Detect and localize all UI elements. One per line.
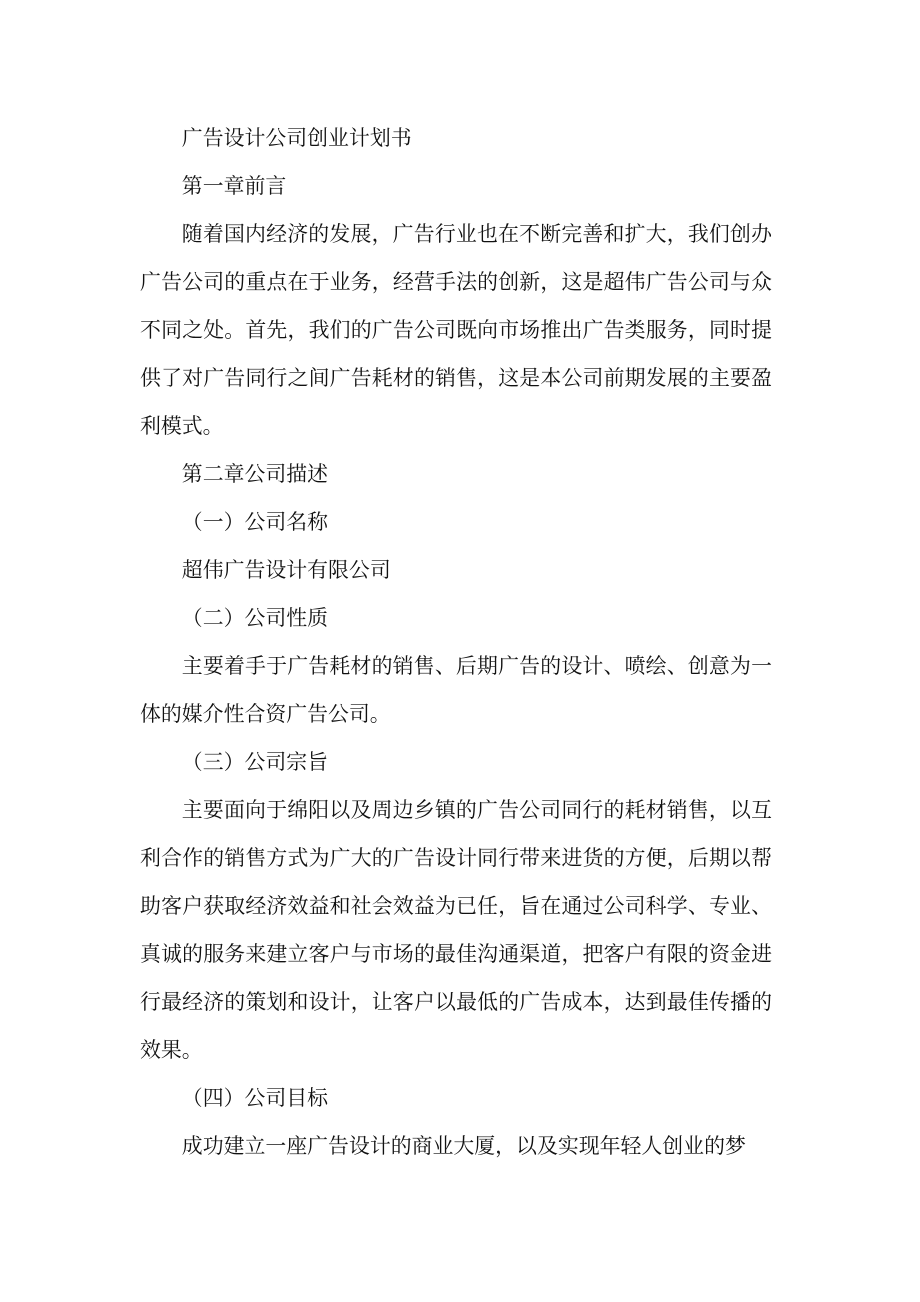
document-title: 广告设计公司创业计划书 [181, 126, 412, 150]
section-heading-company-mission: （三）公司宗旨 [181, 750, 329, 774]
company-goal-paragraph: 成功建立一座广告设计的商业大厦，以及实现年轻人创业的梦 [181, 1134, 746, 1158]
chapter-heading-preface: 第一章前言 [181, 174, 287, 198]
document-page [140, 114, 772, 1170]
section-heading-company-name: （一）公司名称 [181, 510, 329, 534]
preface-paragraph: 随着国内经济的发展，广告行业也在不断完善和扩大，我们创办广告公司的重点在于业务，经营手法的创新，这是超伟广告公司与众不同之处。首先，我们的广告公司既向市场推出广告类服务，同时提供了对广告同行之间广告耗材的销售，这是本公司前期发展的主要盈利模式。 [140, 222, 772, 438]
company-nature-paragraph: 主要着手于广告耗材的销售、后期广告的设计、喷绘、创意为一体的媒介性合资广告公司。 [140, 654, 772, 726]
company-name-paragraph: 超伟广告设计有限公司 [181, 558, 391, 582]
section-heading-company-nature: （二）公司性质 [181, 606, 329, 630]
section-heading-company-goal: （四）公司目标 [181, 1086, 329, 1110]
company-mission-paragraph: 主要面向于绵阳以及周边乡镇的广告公司同行的耗材销售，以互利合作的销售方式为广大的广告设计同行带来进货的方便，后期以帮助客户获取经济效益和社会效益为已任，旨在通过公司科学、专业、真诚的服务来建立客户与市场的最佳沟通渠道，把客户有限的资金进行最经济的策划和设计，让客户以最低的广告成本，达到最佳传播的效果。 [140, 798, 772, 1062]
chapter-heading-company-description: 第二章公司描述 [181, 462, 329, 486]
